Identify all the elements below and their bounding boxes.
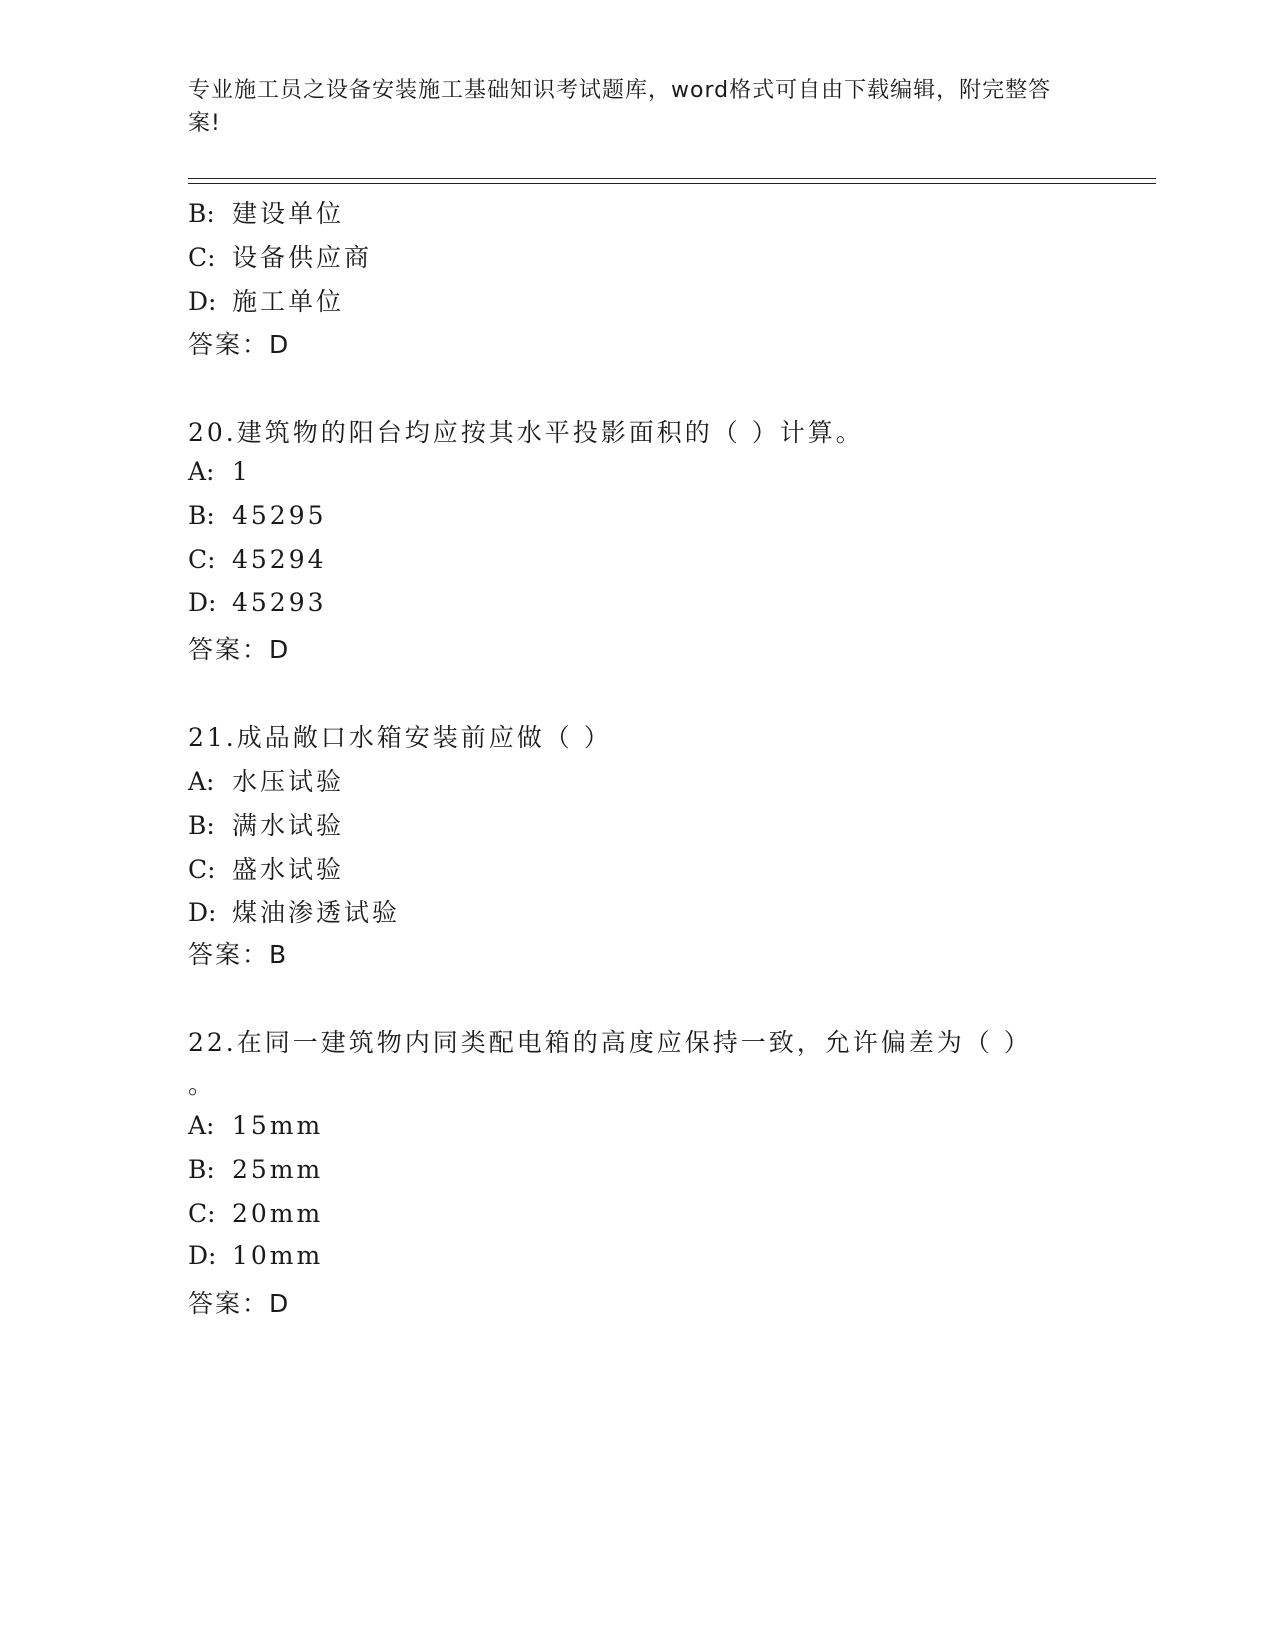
option-c: C: 20mm [188,1199,324,1228]
option-text: 10mm [232,1241,324,1270]
question-stem: 22.在同一建筑物内同类配电箱的高度应保持一致，允许偏差为（ ） [188,1028,1032,1057]
option-d: D: 45293 [188,588,327,617]
option-text: 45294 [232,545,327,574]
option-text: 水压试验 [232,767,345,796]
option-text: 45293 [232,588,327,617]
header-divider-bottom [188,183,1156,184]
option-b: B: 45295 [188,501,327,530]
answer-line: 答案：D [188,1289,291,1318]
option-a: A: 1 [188,457,251,486]
answer-line: 答案：B [188,940,289,969]
option-d: D: 10mm [188,1241,324,1270]
header-divider-top [188,178,1156,179]
option-text: 1 [232,457,251,486]
option-text: 煤油渗透试验 [232,898,401,927]
option-text: 满水试验 [232,811,345,840]
option-a: A: 15mm [188,1111,324,1140]
option-c: C: 45294 [188,545,327,574]
question-stem: 21.成品敞口水箱安装前应做（ ） [188,723,612,752]
option-text: 20mm [232,1199,324,1228]
option-c: C: 盛水试验 [188,855,345,884]
option-text: 45295 [232,501,327,530]
document-header: 专业施工员之设备安装施工基础知识考试题库，word格式可自由下载编辑，附完整答案! [188,78,1052,136]
question-stem-continuation: 。 [188,1070,217,1099]
answer-line: 答案：D [188,330,291,359]
option-d: D: 煤油渗透试验 [188,898,401,927]
option-b: B: 25mm [188,1155,324,1184]
option-text: 盛水试验 [232,855,345,884]
option-text: 25mm [232,1155,324,1184]
answer-line: 答案：D [188,635,291,664]
option-text: 建设单位 [232,199,345,228]
question-stem: 20.建筑物的阳台均应按其水平投影面积的（ ）计算。 [188,418,864,447]
option-c: C: 设备供应商 [188,243,373,272]
option-text: 设备供应商 [232,243,373,272]
option-a: A: 水压试验 [188,767,345,796]
option-d: D: 施工单位 [188,287,345,316]
option-text: 施工单位 [232,287,345,316]
option-text: 15mm [232,1111,324,1140]
option-b: B: 满水试验 [188,811,345,840]
option-b: B: 建设单位 [188,199,345,228]
